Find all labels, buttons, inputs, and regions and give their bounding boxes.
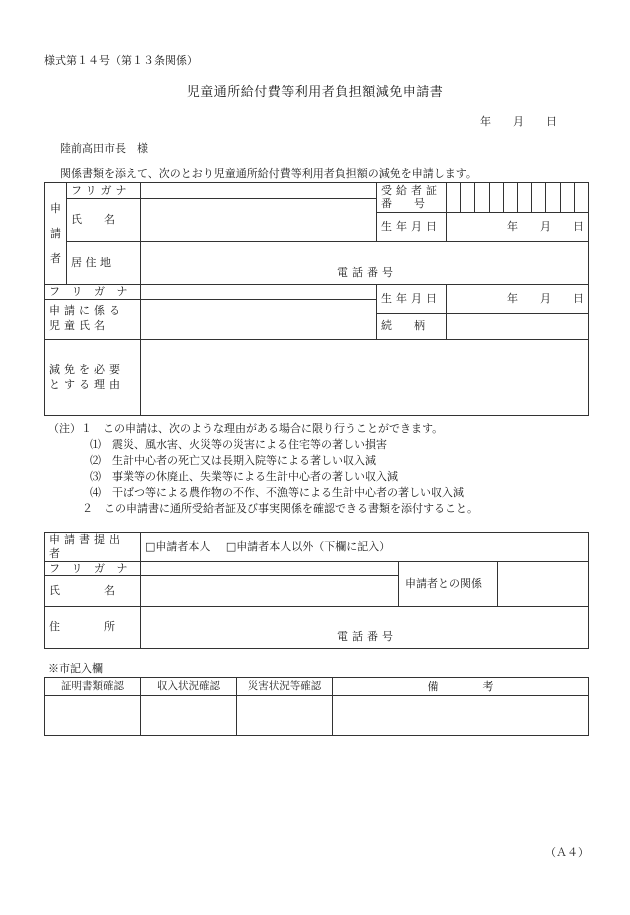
applicant-address-field[interactable] — [141, 242, 589, 285]
submitter-address-label: 住 所 — [45, 606, 141, 648]
submitter-relation-cell — [399, 561, 589, 606]
reason-label-line1: 減免を必要 — [49, 362, 124, 376]
applicant-furigana-field[interactable] — [141, 183, 377, 199]
note-item-1: ⑴ 震災、風水害、火災等の災害による住宅等の著しい損害 — [90, 438, 387, 451]
child-dob-field[interactable]: 年 月 日 — [447, 285, 589, 314]
city-use-table — [44, 677, 589, 736]
note-item-4: ⑷ 干ばつ等による農作物の不作、不漁等による生計中心者の著しい収入減 — [90, 486, 464, 499]
city-disaster-field[interactable] — [237, 696, 333, 736]
side-char-3: 者 — [50, 252, 61, 266]
submitter-table — [44, 532, 589, 649]
applicant-furigana-label: フリガナ — [67, 183, 141, 199]
intro-text: 関係書類を添えて、次のとおり児童通所給付費等利用者負担額の減免を申請します。 — [60, 167, 477, 180]
applicant-address-label: 居 住 地 — [67, 242, 141, 285]
side-char-1: 申 — [50, 201, 61, 215]
note-item-3: ⑶ 事業等の休廃止、失業等による生計中心者の著しい収入減 — [90, 470, 398, 483]
reason-field[interactable] — [141, 339, 589, 415]
applicant-dob-field[interactable]: 年 月 日 — [447, 213, 589, 242]
addressee: 陸前高田市長 様 — [60, 142, 148, 155]
note-2: ２ この申請書に通所受給者証及び事実関係を確認できる書類を添付すること。 — [82, 502, 478, 515]
city-docs-field[interactable] — [45, 696, 141, 736]
city-col-disaster: 災害状況等確認 — [237, 678, 333, 696]
paper-size-label: （Ａ４） — [545, 846, 589, 859]
child-relation-field[interactable] — [447, 313, 589, 339]
note-item-2: ⑵ 生計中心者の死亡又は長期入院等による著しい収入減 — [90, 454, 376, 467]
child-furigana-field[interactable] — [141, 285, 377, 300]
applicant-name-label: 氏 名 — [67, 199, 141, 242]
applicant-side-label — [45, 183, 67, 285]
applicant-phone-label: 電話番号 — [337, 266, 397, 280]
submitter-options — [141, 533, 589, 562]
child-dob-label: 生年月日 — [377, 285, 447, 314]
cert-label-line2: 番 号 — [381, 196, 425, 210]
submitter-name-field[interactable] — [141, 576, 399, 606]
child-name-field[interactable] — [141, 299, 377, 339]
submitter-furigana-label: フ リ ガ ナ — [45, 561, 141, 576]
submitter-phone-label: 電話番号 — [337, 629, 397, 643]
submitter-label: 申請書提出者 — [45, 533, 141, 562]
cert-label-line1: 受給者証 — [381, 183, 441, 197]
reason-label — [45, 339, 141, 415]
submitter-name-label: 氏 名 — [45, 576, 141, 606]
child-name-label-line1: 申請に係る — [49, 304, 124, 318]
child-furigana-label: フ リ ガ ナ — [45, 285, 141, 300]
application-table — [44, 182, 589, 416]
city-col-remarks: 備 考 — [333, 678, 589, 696]
applicant-name-field[interactable] — [141, 199, 377, 242]
submitter-furigana-field[interactable] — [141, 561, 399, 576]
date-line[interactable]: 年 月 日 — [480, 115, 557, 128]
page-title: 児童通所給付費等利用者負担額減免申請書 — [186, 85, 444, 100]
submitter-self-checkbox[interactable]: □申請者本人 — [145, 539, 211, 553]
city-income-field[interactable] — [141, 696, 237, 736]
reason-label-line2: とする理由 — [49, 378, 124, 392]
submitter-relation-label: 申請者との関係 — [399, 562, 498, 606]
city-use-heading: ※市記入欄 — [48, 662, 103, 675]
child-relation-label: 続 柄 — [377, 313, 447, 339]
child-name-label — [45, 299, 141, 339]
submitter-other-checkbox[interactable]: □申請者本人以外（下欄に記入） — [225, 539, 391, 553]
city-col-income: 収入状況確認 — [141, 678, 237, 696]
cert-number-label — [377, 183, 447, 213]
side-char-2: 請 — [50, 226, 61, 240]
submitter-address-field[interactable] — [141, 606, 589, 648]
note-1: （注）１ この申請は、次のような理由がある場合に限り行うことができます。 — [48, 422, 444, 435]
city-remarks-field[interactable] — [333, 696, 589, 736]
applicant-dob-label: 生年月日 — [377, 213, 447, 242]
child-name-label-line2: 児童氏名 — [49, 319, 109, 333]
form-number: 様式第１４号（第１３条関係） — [44, 54, 198, 67]
submitter-relation-field[interactable] — [498, 562, 588, 606]
city-col-docs: 証明書類確認 — [45, 678, 141, 696]
cert-number-cells[interactable] — [447, 183, 589, 213]
